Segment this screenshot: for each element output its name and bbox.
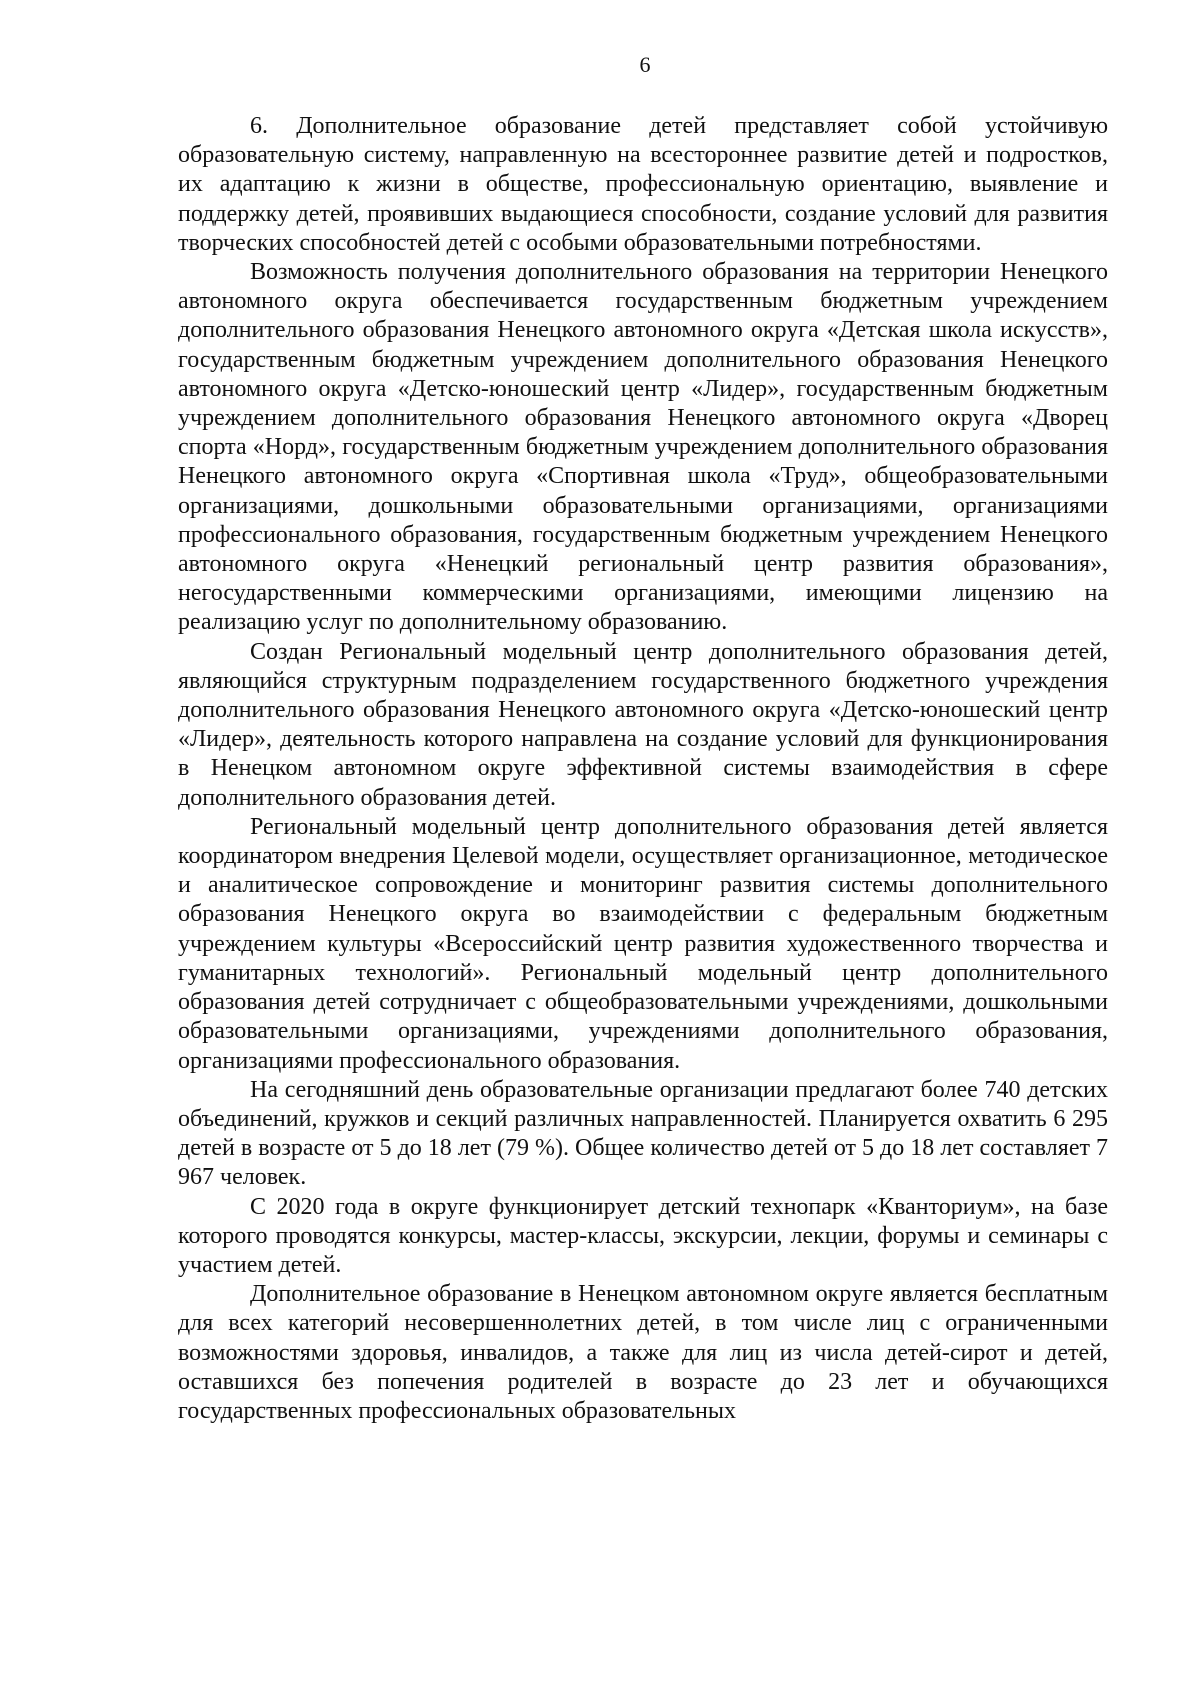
- page-number: 6: [639, 52, 651, 77]
- paragraph-enrollment-statistics: На сегодняшний день образовательные организации предлагают более 740 детских объединений, кружков и секций различных направленностей. Планируется охватить 6 295 детей в возрасте от 5 до 18 лет (79 %). Общее количество детей от 5 до 18 лет составляет 7 967 человек.: [178, 1076, 1108, 1191]
- paragraph-free-education: Дополнительное образование в Ненецком автономном округе является бесплатным для всех категорий несовершеннолетних детей, в том числе лиц с ограниченными возможностями здоровья, инвалидов, а также для лиц из числа детей-сирот и детей, оставшихся без попечения родителей в возрасте до 23 лет и обучающихся государственных профессиональных образовательных: [178, 1281, 1108, 1424]
- paragraph-additional-education-definition: 6. Дополнительное образование детей представляет собой устойчивую образовательную систему, направленную на всестороннее развитие детей и подростков, их адаптацию к жизни в обществе, профессиональную ориентацию, выявление и поддержку детей, проявивших выдающиеся способности, создание условий для развития творческих способностей детей с особыми образовательными потребностями.: [178, 113, 1108, 256]
- paragraph-education-providers: Возможность получения дополнительного образования на территории Ненецкого автономного округа обеспечивается государственным бюджетным учреждением дополнительного образования Ненецкого автономного округа «Детская школа искусств», государственным бюджетным учреждением дополнительного образования Ненецкого автономного округа «Детско-юношеский центр «Лидер», государственным бюджетным учреждением дополнительного образования Ненецкого автономного округа «Дворец спорта «Норд», государственным бюджетным учреждением дополнительного образования Ненецкого автономного округа «Спортивная школа «Труд», общеобразовательными организациями, дошкольными образовательными организациями, организациями профессионального образования, государственным бюджетным учреждением Ненецкого автономного округа «Ненецкий региональный центр развития образования», негосударственными коммерческими организациями, имеющими лицензию на реализацию услуг по дополнительному образованию.: [178, 259, 1108, 636]
- document-body: [178, 112, 1108, 1426]
- paragraph-kvantorium: С 2020 года в округе функционирует детский технопарк «Кванториум», на базе которого проводятся конкурсы, мастер-классы, экскурсии, лекции, форумы и семинары с участием детей.: [178, 1193, 1108, 1278]
- paragraph-regional-model-center: Создан Региональный модельный центр дополнительного образования детей, являющийся структурным подразделением государственного бюджетного учреждения дополнительного образования Ненецкого автономного округа «Детско-юношеский центр «Лидер», деятельность которого направлена на создание условий для функционирования в Ненецком автономном округе эффективной системы взаимодействия в сфере дополнительного образования детей.: [178, 638, 1108, 811]
- paragraph-model-center-coordination: Региональный модельный центр дополнительного образования детей является координатором внедрения Целевой модели, осуществляет организационное, методическое и аналитическое сопровождение и мониторинг развития системы дополнительного образования Ненецкого округа во взаимодействии с федеральным бюджетным учреждением культуры «Всероссийский центр развития художественного творчества и гуманитарных технологий». Региональный модельный центр дополнительного образования детей сотрудничает с общеобразовательными учреждениями, дошкольными образовательными организациями, учреждениями дополнительного образования, организациями профессионального образования.: [178, 813, 1108, 1074]
